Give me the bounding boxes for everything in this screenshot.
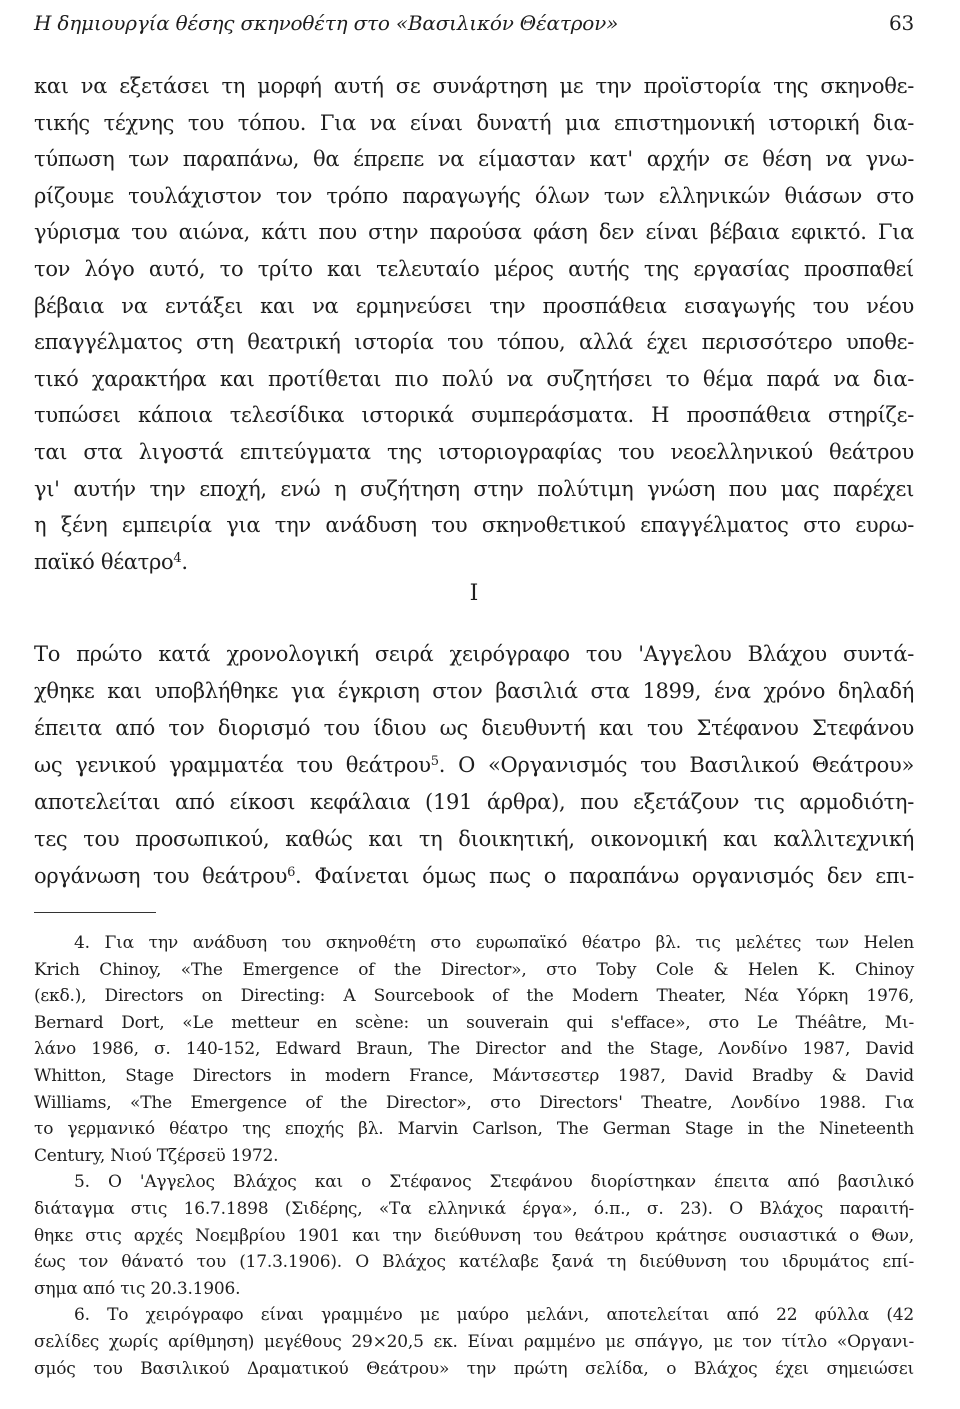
paragraph-line: επαγγέλματος στη θεατρική ιστορία του τόπου, αλλά έχει περισσότερο υποθε- bbox=[34, 330, 914, 355]
footnote-line: λάνο 1986, σ. 140-152, Edward Braun, The Director and the Stage, Λονδίνο 1987, David bbox=[34, 1039, 914, 1060]
paragraph-line: ρίζουμε τουλάχιστον τον τρόπο παραγωγής όλων των ελληνικών θιάσων στο bbox=[34, 183, 914, 208]
footnote-marker-4[interactable]: 4 bbox=[173, 550, 182, 566]
paragraph-text: . Ο «Οργανισμός του Βασιλικού Θεάτρου» bbox=[438, 753, 914, 777]
paragraph-line bbox=[34, 858, 914, 895]
paragraph-line: η ξένη εμπειρία για την ανάδυση του σκηνοθετικού επαγγέλματος στο ευρω- bbox=[34, 513, 914, 538]
paragraph-2 bbox=[34, 636, 914, 895]
paragraph-line: τυπώσει κάποια τελεσίδικα ιστορικά συμπεράσματα. Η προσπάθεια στηρίζε- bbox=[34, 403, 914, 428]
paragraph-line: τύπωση των παραπάνω, θα έπρεπε να είμασταν κατ' αρχήν σε θέση να γνω- bbox=[34, 147, 914, 172]
footnote-line: 6. Το χειρόγραφο είναι γραμμένο με μαύρο μελάνι, αποτελείται από 22 φύλλα (42 bbox=[74, 1305, 914, 1326]
footnote-line: Whitton, Stage Directors in modern France, Μάντσεστερ 1987, David Bradby & David bbox=[34, 1065, 914, 1086]
footnote-line: Bernard Dort, «Le metteur en scène: un souverain qui s'efface», στο Le Théâtre, Μι- bbox=[34, 1012, 914, 1033]
running-head bbox=[34, 6, 914, 40]
paragraph-line: ται στα λιγοστά επιτεύγματα της ιστοριογραφίας του νεοελληνικού θεάτρου bbox=[34, 439, 914, 464]
footnote-line: Krich Chinoy, «The Emergence of the Director», στο Toby Cole & Helen K. Chinoy bbox=[34, 959, 914, 980]
paragraph-last-line bbox=[34, 544, 914, 581]
paragraph-line: γύρισμα του αιώνα, κάτι που στην παρούσα φάση δεν είναι βέβαια εφικτό. Για bbox=[34, 220, 914, 245]
footnote-line: διάταγμα στις 16.7.1898 (Σιδέρης, «Τα ελληνικά έργα», ό.π., σ. 23). Ο Βλάχος παραιτή- bbox=[34, 1198, 914, 1219]
paragraph-text: ως γενικού γραμματέα του θεάτρου bbox=[34, 753, 431, 777]
paragraph-line bbox=[34, 747, 914, 784]
section-heading: I bbox=[469, 581, 479, 606]
paragraph-1 bbox=[34, 68, 914, 580]
paragraph-line: τικής τέχνης του τόπου. Για να είναι δυνατή μια επιστημονική ιστορική δια- bbox=[34, 110, 914, 135]
paragraph-line: έπειτα από τον διορισμό του ίδιου ως διευθυντή και του Στέφανου Στεφάνου bbox=[34, 716, 914, 740]
paragraph-text: οργάνωση του θεάτρου bbox=[34, 864, 288, 888]
footnote-line: σμός του Βασιλικού Δραματικού Θεάτρου» την πρώτη σελίδα, ο Βλάχος έχει σημειώσει bbox=[34, 1358, 914, 1379]
paragraph-text: παϊκό θέατρο bbox=[34, 549, 174, 574]
paragraph-line: γι' αυτήν την εποχή, ενώ η συζήτηση στην πολύτιμη γνώση που μας παρέχει bbox=[34, 476, 914, 501]
footnote-5 bbox=[34, 1169, 914, 1302]
paragraph-line: Το πρώτο κατά χρονολογική σειρά χειρόγραφο του 'Αγγελου Βλάχου συντά- bbox=[34, 642, 914, 666]
footnote-marker-6[interactable]: 6 bbox=[287, 864, 296, 880]
book-page bbox=[34, 0, 922, 1409]
footnote-line: 4. Για την ανάδυση του σκηνοθέτη στο ευρωπαϊκό θέατρο βλ. τις μελέτες των Helen bbox=[74, 933, 914, 953]
footnote-line: θηκε στις αρχές Νοεμβρίου 1901 και την διεύθυνση του θεάτρου κράτησε ουσιαστικά ο Θων, bbox=[34, 1225, 914, 1246]
footnote-marker-5[interactable]: 5 bbox=[430, 753, 439, 769]
paragraph-line: τον λόγο αυτό, το τρίτο και τελευταίο μέρος αυτής της εργασίας προσπαθεί bbox=[34, 256, 914, 281]
footnote-line: Williams, «The Emergence of the Director», στο Directors' Theatre, Λονδίνο 1988. Για bbox=[34, 1092, 914, 1113]
footnote-line: έως τον θάνατό του (17.3.1906). Ο Βλάχος κατέλαβε ξανά τη διεύθυνση του ιδρυμάτος επί- bbox=[34, 1252, 914, 1273]
footnote-line: Century, Νιού Τζέρσεϋ 1972. bbox=[34, 1145, 279, 1166]
paragraph-line: βέβαια να εντάξει και να ερμηνεύσει την προσπάθεια εισαγωγής του νέου bbox=[34, 293, 914, 318]
footnote-line: σελίδες χωρίς αρίθμηση) μεγέθους 29×20,5 εκ. Είναι ραμμένο με σπάγγο, με τον τίτλο «Οργανι- bbox=[34, 1331, 914, 1352]
footnote-line: σημα από τις 20.3.1906. bbox=[34, 1278, 241, 1299]
footnotes bbox=[34, 930, 914, 1382]
footnote-line: 5. Ο 'Αγγελος Βλάχος και ο Στέφανος Στεφάνου διορίστηκαν έπειτα από βασιλικό bbox=[74, 1172, 914, 1193]
paragraph-line: αποτελείται από είκοσι κεφάλαια (191 άρθρα), που εξετάζουν τις αρμοδιότη- bbox=[34, 790, 914, 814]
footnote-rule bbox=[34, 912, 156, 913]
footnote-6 bbox=[34, 1302, 914, 1382]
paragraph-text: . bbox=[181, 549, 188, 574]
paragraph-line: χθηκε και υποβλήθηκε για έγκριση στον βασιλιά στα 1899, ένα χρόνο δηλαδή bbox=[34, 679, 914, 703]
footnote-line: (εκδ.), Directors on Directing: A Sourcebook of the Modern Theater, Νέα Υόρκη 1976, bbox=[34, 986, 914, 1007]
running-head-title: Η δημιουργία θέσης σκηνοθέτη στο «Βασιλικόν Θέατρον» bbox=[34, 11, 619, 35]
page-number: 63 bbox=[888, 11, 914, 35]
paragraph-text: . Φαίνεται όμως πως ο παραπάνω οργανισμός δεν επι- bbox=[295, 864, 915, 888]
footnote-4 bbox=[34, 930, 914, 1169]
paragraph-line: και να εξετάσει τη μορφή αυτή σε συνάρτηση με την προϊστορία της σκηνοθε- bbox=[34, 74, 914, 98]
paragraph-line: τικό χαρακτήρα και προτίθεται πιο πολύ να συζητήσει το θέμα παρά να δια- bbox=[34, 366, 914, 391]
paragraph-line: τες του προσωπικού, καθώς και τη διοικητική, οικονομική και καλλιτεχνική bbox=[34, 827, 914, 851]
footnote-line: το γερμανικό θέατρο της εποχής βλ. Marvin Carlson, The German Stage in the Nineteenth bbox=[34, 1119, 914, 1140]
